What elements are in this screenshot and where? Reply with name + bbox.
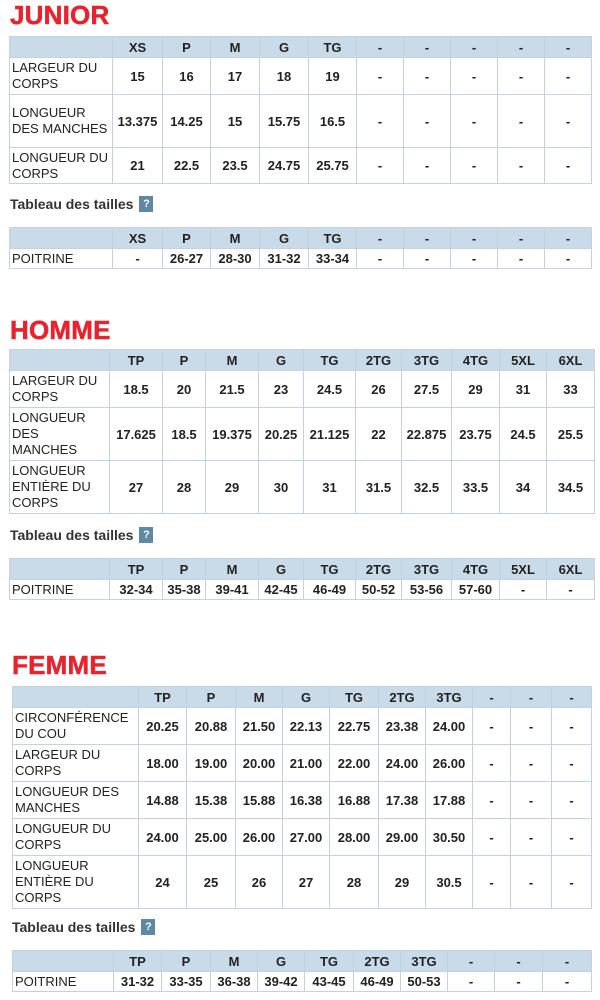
measurement-cell: - [511, 745, 552, 782]
measurement-cell: 34 [500, 461, 547, 514]
measurement-cell: 30.5 [426, 856, 473, 909]
measurement-cell: 22.875 [402, 408, 452, 461]
measurement-cell: - [552, 856, 592, 909]
size-header: 3TG [401, 951, 448, 972]
junior-measurements-table [9, 36, 592, 184]
row-label: LARGEUR DU CORPS [13, 745, 139, 782]
measurement-cell: 15.75 [260, 95, 309, 148]
measurement-cell: - [404, 95, 451, 148]
size-header: 4TG [452, 350, 500, 371]
measurement-cell: 22.00 [330, 745, 379, 782]
size-chart-heading-femme [12, 918, 155, 936]
measurement-cell: 24.5 [500, 408, 547, 461]
measurement-cell: 26.00 [236, 819, 283, 856]
measurement-cell: - [473, 819, 511, 856]
size-header: G [260, 228, 309, 249]
measurement-cell: - [404, 249, 451, 269]
measurement-cell: 46-49 [304, 580, 356, 600]
measurement-cell: 20.00 [236, 745, 283, 782]
measurement-cell: 32-34 [110, 580, 163, 600]
size-header: TP [110, 350, 163, 371]
row-label: CIRCONFÉRENCE DU COU [13, 708, 139, 745]
size-chart-heading-homme [10, 526, 153, 544]
size-header: - [498, 228, 545, 249]
table-row [13, 708, 592, 745]
measurement-cell: 23.5 [211, 148, 260, 184]
measurement-cell: 25.00 [187, 819, 236, 856]
measurement-cell: 20.88 [187, 708, 236, 745]
measurement-cell: 46-49 [354, 972, 401, 992]
measurement-cell: 20.25 [259, 408, 304, 461]
measurement-cell: 16.88 [330, 782, 379, 819]
measurement-cell: 26 [236, 856, 283, 909]
size-header: P [163, 559, 206, 580]
measurement-cell: 17.625 [110, 408, 163, 461]
row-label: LONGUEUR DU CORPS [10, 148, 113, 184]
measurement-cell: 17.38 [379, 782, 426, 819]
size-header: - [545, 37, 592, 58]
size-header: 2TG [379, 687, 426, 708]
measurement-cell: 21.125 [304, 408, 356, 461]
measurement-cell: 24.00 [139, 819, 187, 856]
measurement-cell: 18 [260, 58, 309, 95]
table-row [10, 95, 592, 148]
measurement-cell: 24.75 [260, 148, 309, 184]
measurement-cell: 24 [139, 856, 187, 909]
measurement-cell: 18.5 [110, 371, 163, 408]
measurement-cell: 39-42 [258, 972, 305, 992]
measurement-cell: 24.00 [379, 745, 426, 782]
measurement-cell: 31-32 [114, 972, 162, 992]
size-chart-heading-junior [10, 195, 153, 213]
measurement-cell: 21.50 [236, 708, 283, 745]
measurement-cell: 29.00 [379, 819, 426, 856]
measurement-cell: 20.25 [139, 708, 187, 745]
measurement-cell: 23.75 [452, 408, 500, 461]
measurement-cell: 21 [113, 148, 163, 184]
size-header: TP [139, 687, 187, 708]
size-header: TG [330, 687, 379, 708]
table-row [13, 856, 592, 909]
header-corner-cell [13, 687, 139, 708]
measurement-cell: 15.88 [236, 782, 283, 819]
measurement-cell: 22.75 [330, 708, 379, 745]
measurement-cell: - [511, 708, 552, 745]
size-header: - [473, 687, 511, 708]
measurement-cell: - [500, 580, 547, 600]
measurement-cell: - [357, 95, 404, 148]
measurement-cell: 34.5 [547, 461, 595, 514]
measurement-cell: 30 [259, 461, 304, 514]
row-label: LONGUEUR ENTIÈRE DU CORPS [13, 856, 139, 909]
measurement-cell: 16.38 [283, 782, 330, 819]
measurement-cell: - [448, 972, 495, 992]
measurement-cell: 24.5 [304, 371, 356, 408]
measurement-cell: - [357, 249, 404, 269]
measurement-cell: - [545, 148, 592, 184]
measurement-cell: 25.75 [309, 148, 357, 184]
size-header: P [163, 350, 206, 371]
measurement-cell: 39-41 [206, 580, 259, 600]
row-label: LONGUEUR ENTIÈRE DU CORPS [10, 461, 110, 514]
size-header: G [260, 37, 309, 58]
measurement-cell: - [357, 58, 404, 95]
measurement-cell: 27 [110, 461, 163, 514]
help-icon[interactable]: ? [141, 919, 155, 935]
measurement-cell: 25 [187, 856, 236, 909]
measurement-cell: 27.5 [402, 371, 452, 408]
measurement-cell: 20 [163, 371, 206, 408]
measurement-cell: - [511, 819, 552, 856]
table-row [13, 745, 592, 782]
size-header: G [259, 559, 304, 580]
homme-measurements-table [9, 349, 595, 514]
measurement-cell: 19 [309, 58, 357, 95]
size-header: TG [305, 951, 354, 972]
femme-size-chart-table [12, 950, 592, 992]
measurement-cell: - [473, 745, 511, 782]
table-row [10, 249, 592, 269]
measurement-cell: 14.88 [139, 782, 187, 819]
size-header: - [448, 951, 495, 972]
size-header: P [162, 951, 211, 972]
measurement-cell: 57-60 [452, 580, 500, 600]
size-header: - [451, 37, 498, 58]
measurement-cell: - [511, 856, 552, 909]
size-header: XS [113, 228, 163, 249]
header-corner-cell [10, 559, 110, 580]
size-header: M [206, 559, 259, 580]
table-row [10, 148, 592, 184]
measurement-cell: 29 [206, 461, 259, 514]
header-corner-cell [10, 350, 110, 371]
measurement-cell: 53-56 [402, 580, 452, 600]
measurement-cell: - [451, 95, 498, 148]
measurement-cell: 14.25 [163, 95, 211, 148]
measurement-cell: 26.00 [426, 745, 473, 782]
row-label: LARGEUR DU CORPS [10, 58, 113, 95]
row-label: LONGUEUR DES MANCHES [10, 408, 110, 461]
size-header: TP [110, 559, 163, 580]
size-header-row [10, 350, 595, 371]
table-row [10, 58, 592, 95]
size-header: 3TG [426, 687, 473, 708]
measurement-cell: 31-32 [260, 249, 309, 269]
size-header-row [10, 228, 592, 249]
measurement-cell: - [545, 58, 592, 95]
size-header: 3TG [402, 350, 452, 371]
size-header-row [13, 687, 592, 708]
size-header: - [511, 687, 552, 708]
measurement-cell: 50-52 [356, 580, 402, 600]
measurement-cell: 19.375 [206, 408, 259, 461]
size-header: - [543, 951, 592, 972]
header-corner-cell [13, 951, 114, 972]
size-header: G [258, 951, 305, 972]
measurement-cell: 28 [330, 856, 379, 909]
measurement-cell: - [404, 148, 451, 184]
section-title-femme: FEMME [12, 650, 107, 680]
table-row [10, 371, 595, 408]
size-chart-heading-label: Tableau des tailles [10, 527, 134, 543]
measurement-cell: 28 [163, 461, 206, 514]
measurement-cell: 19.00 [187, 745, 236, 782]
table-row [10, 461, 595, 514]
size-header: XS [113, 37, 163, 58]
size-header: M [211, 951, 258, 972]
measurement-cell: 33-35 [162, 972, 211, 992]
row-label: LONGUEUR DES MANCHES [10, 95, 113, 148]
size-header: 4TG [452, 559, 500, 580]
measurement-cell: - [498, 58, 545, 95]
measurement-cell: 30.50 [426, 819, 473, 856]
measurement-cell: 35-38 [163, 580, 206, 600]
size-chart-heading-label: Tableau des tailles [10, 196, 134, 212]
measurement-cell: - [545, 95, 592, 148]
row-label: LONGUEUR DU CORPS [13, 819, 139, 856]
measurement-cell: - [511, 782, 552, 819]
measurement-cell: - [552, 708, 592, 745]
measurement-cell: 31.5 [356, 461, 402, 514]
measurement-cell: 28-30 [211, 249, 260, 269]
table-row [13, 972, 592, 992]
size-header-row [13, 951, 592, 972]
measurement-cell: - [451, 58, 498, 95]
measurement-cell: - [552, 782, 592, 819]
size-header-row [10, 559, 595, 580]
measurement-cell: 43-45 [305, 972, 354, 992]
measurement-cell: 22 [356, 408, 402, 461]
row-label: LARGEUR DU CORPS [10, 371, 110, 408]
size-header: M [211, 37, 260, 58]
measurement-cell: 16 [163, 58, 211, 95]
measurement-cell: - [498, 249, 545, 269]
row-label: POITRINE [10, 249, 113, 269]
size-header: 5XL [500, 350, 547, 371]
measurement-cell: - [552, 819, 592, 856]
measurement-cell: 22.13 [283, 708, 330, 745]
measurement-cell: 29 [452, 371, 500, 408]
size-header: TG [304, 559, 356, 580]
size-header: P [163, 37, 211, 58]
measurement-cell: 32.5 [402, 461, 452, 514]
measurement-cell: - [113, 249, 163, 269]
size-header: TG [309, 228, 357, 249]
measurement-cell: 21.5 [206, 371, 259, 408]
measurement-cell: 27.00 [283, 819, 330, 856]
measurement-cell: 13.375 [113, 95, 163, 148]
measurement-cell: 29 [379, 856, 426, 909]
section-title-homme: HOMME [10, 315, 111, 345]
table-row [10, 580, 595, 600]
row-label: POITRINE [13, 972, 114, 992]
size-header: - [545, 228, 592, 249]
measurement-cell: 25.5 [547, 408, 595, 461]
size-header: - [404, 37, 451, 58]
measurement-cell: 50-53 [401, 972, 448, 992]
measurement-cell: - [547, 580, 595, 600]
measurement-cell: 16.5 [309, 95, 357, 148]
measurement-cell: - [495, 972, 543, 992]
measurement-cell: - [473, 856, 511, 909]
size-header-row [10, 37, 592, 58]
measurement-cell: - [552, 745, 592, 782]
help-icon[interactable]: ? [139, 527, 153, 543]
size-header: 2TG [356, 559, 402, 580]
measurement-cell: 15 [113, 58, 163, 95]
size-chart-heading-label: Tableau des tailles [12, 919, 136, 935]
measurement-cell: 33-34 [309, 249, 357, 269]
measurement-cell: 23 [259, 371, 304, 408]
size-header: TG [309, 37, 357, 58]
measurement-cell: 31 [304, 461, 356, 514]
size-header: M [236, 687, 283, 708]
header-corner-cell [10, 228, 113, 249]
measurement-cell: 18.00 [139, 745, 187, 782]
header-corner-cell [10, 37, 113, 58]
measurement-cell: - [451, 249, 498, 269]
measurement-cell: - [545, 249, 592, 269]
measurement-cell: 22.5 [163, 148, 211, 184]
row-label: POITRINE [10, 580, 110, 600]
measurement-cell: 42-45 [259, 580, 304, 600]
size-header: TP [114, 951, 162, 972]
measurement-cell: 15 [211, 95, 260, 148]
size-header: P [163, 228, 211, 249]
measurement-cell: 28.00 [330, 819, 379, 856]
table-row [13, 782, 592, 819]
measurement-cell: - [473, 782, 511, 819]
size-header: - [495, 951, 543, 972]
measurement-cell: - [473, 708, 511, 745]
size-header: TG [304, 350, 356, 371]
size-header: - [357, 228, 404, 249]
measurement-cell: - [498, 148, 545, 184]
size-header: - [357, 37, 404, 58]
size-header: 2TG [354, 951, 401, 972]
measurement-cell: 26 [356, 371, 402, 408]
measurement-cell: 23.38 [379, 708, 426, 745]
measurement-cell: 17 [211, 58, 260, 95]
table-row [13, 819, 592, 856]
measurement-cell: 33 [547, 371, 595, 408]
femme-measurements-table [12, 686, 592, 909]
measurement-cell: 24.00 [426, 708, 473, 745]
table-row [10, 408, 595, 461]
section-title-junior: JUNIOR [10, 0, 110, 30]
measurement-cell: 33.5 [452, 461, 500, 514]
measurement-cell: 31 [500, 371, 547, 408]
size-header: - [552, 687, 592, 708]
help-icon[interactable]: ? [139, 196, 153, 212]
measurement-cell: - [451, 148, 498, 184]
size-header: 6XL [547, 350, 595, 371]
measurement-cell: 17.88 [426, 782, 473, 819]
size-header: - [404, 228, 451, 249]
size-header: G [259, 350, 304, 371]
size-header: - [451, 228, 498, 249]
size-header: 3TG [402, 559, 452, 580]
size-header: 2TG [356, 350, 402, 371]
measurement-cell: - [543, 972, 592, 992]
size-header: M [211, 228, 260, 249]
homme-size-chart-table [9, 558, 595, 600]
measurement-cell: - [498, 95, 545, 148]
measurement-cell: 26-27 [163, 249, 211, 269]
measurement-cell: 36-38 [211, 972, 258, 992]
size-header: 6XL [547, 559, 595, 580]
measurement-cell: 18.5 [163, 408, 206, 461]
size-header: - [498, 37, 545, 58]
junior-size-chart-table [9, 227, 592, 269]
measurement-cell: - [404, 58, 451, 95]
row-label: LONGUEUR DES MANCHES [13, 782, 139, 819]
measurement-cell: - [357, 148, 404, 184]
measurement-cell: 15.38 [187, 782, 236, 819]
measurement-cell: 21.00 [283, 745, 330, 782]
size-header: G [283, 687, 330, 708]
size-header: 5XL [500, 559, 547, 580]
size-header: P [187, 687, 236, 708]
size-header: M [206, 350, 259, 371]
measurement-cell: 27 [283, 856, 330, 909]
